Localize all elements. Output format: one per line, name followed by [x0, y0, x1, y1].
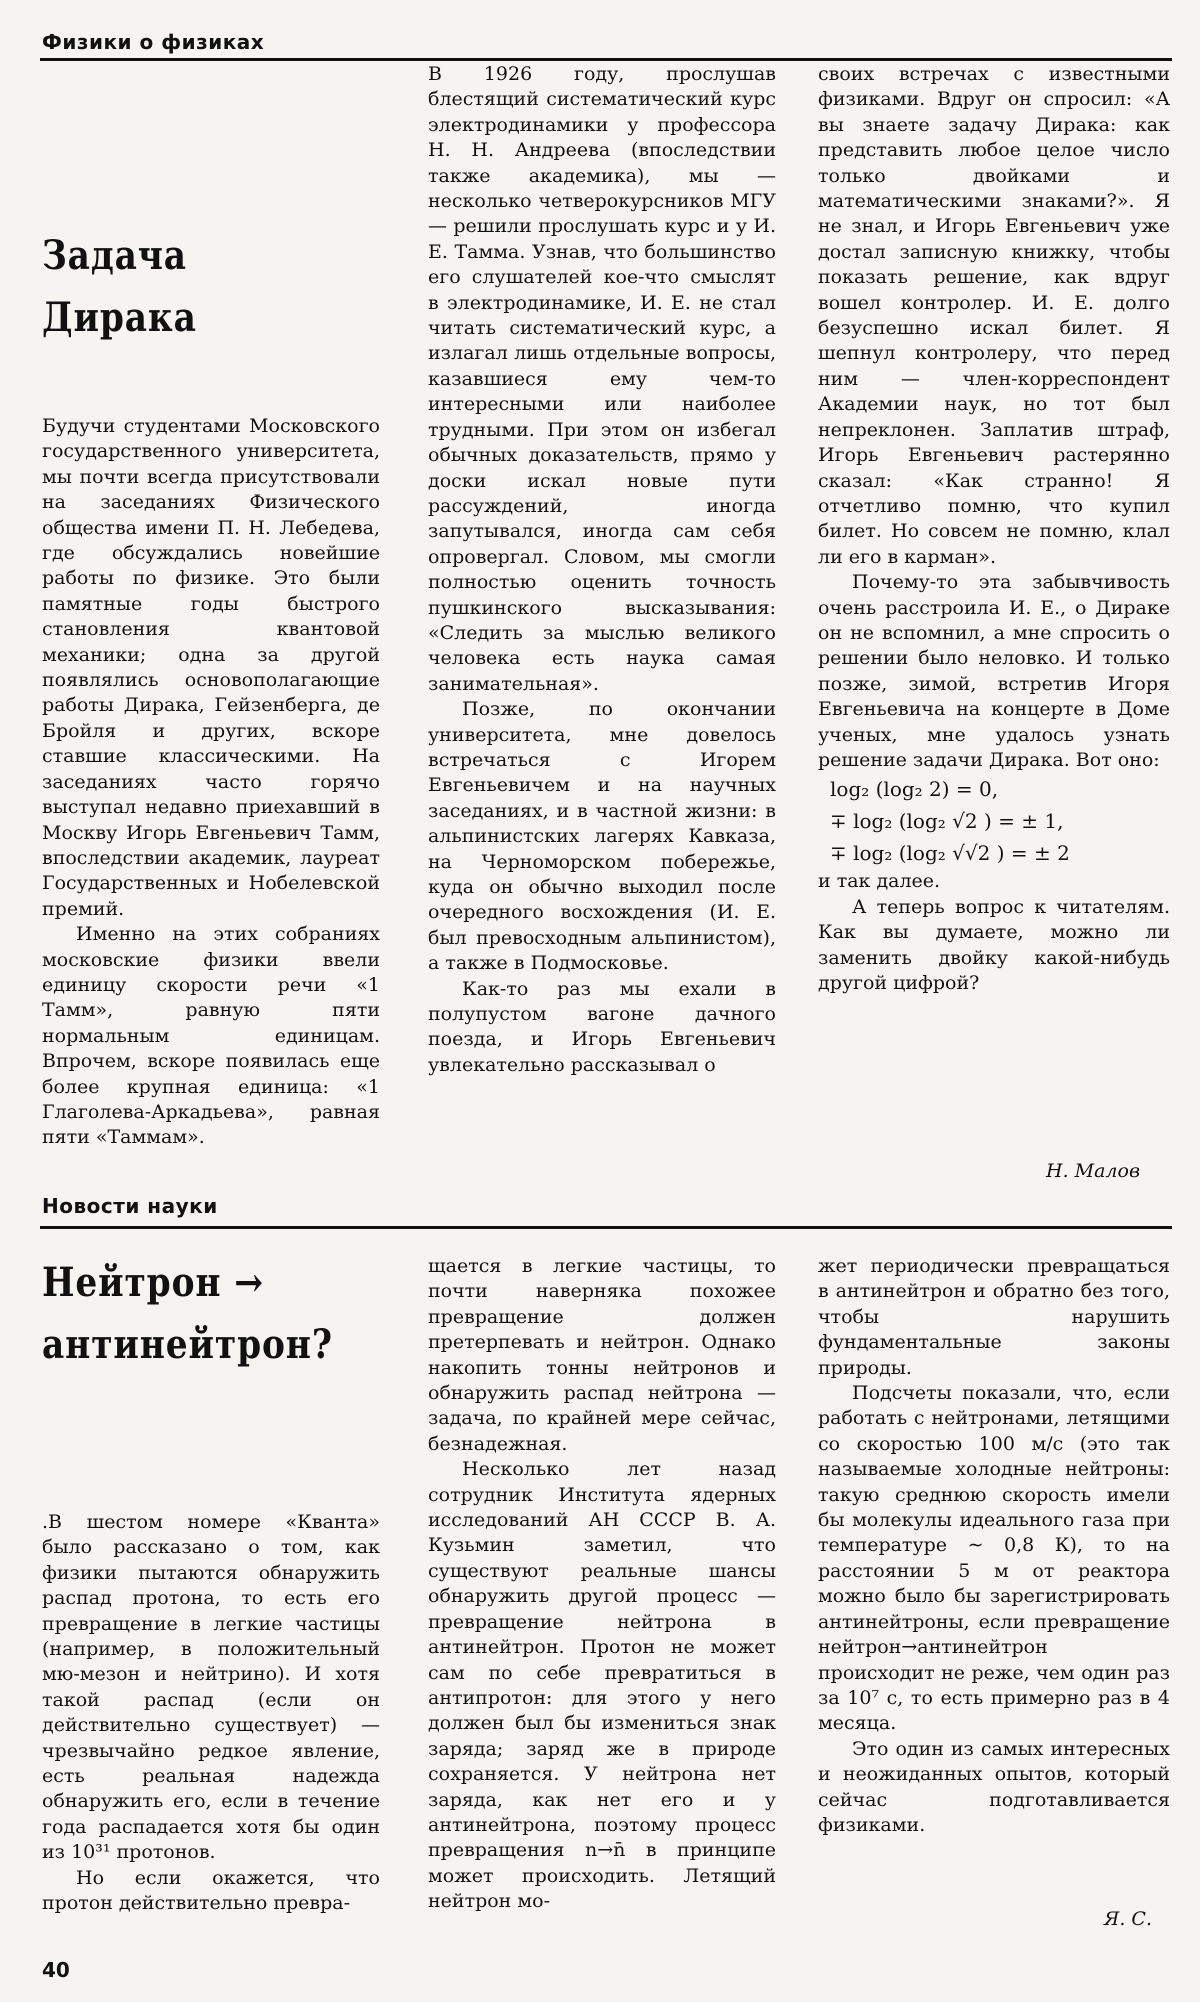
section-rubric-top: Физики о физиках: [42, 30, 265, 54]
article2-col2-paragraph-2: Несколько лет назад сотрудник Института ядерных исследований АН СССР В. А. Кузьмин заметил, что существуют реальные шансы обнаружить другой процесс — превращение нейтрона в антинейтрон. Протон не может сам по себе превратиться в антипротон: для этого у него должен был бы измениться знак заряда; заряд же в природе сохраняется. У нейтрона нет заряда, как нет его и у антинейтрона, поэтому процесс превращения n→n̄ в принципе может происходить. Летящий нейтрон мо-: [428, 1458, 776, 1913]
article1-column-2: [428, 62, 776, 1078]
article2-column-2: [428, 1254, 776, 1915]
formula-line-2: ∓ log₂ (log₂ √2 ) = ± 1,: [830, 809, 1064, 834]
article2-column-1: [42, 1510, 380, 1917]
article2-col1-paragraph-2: Но если окажется, что протон действительно превра-: [42, 1866, 380, 1915]
article1-column-1: [42, 414, 380, 1151]
article2-col3-paragraph-1: жет периодически превращаться в антинейтрон и обратно без того, чтобы нарушить фундаментальные законы природы.: [818, 1255, 1170, 1379]
article1-col3-after-formula: и так далее.: [818, 870, 941, 893]
article1-col2-paragraph-1: В 1926 году, прослушав блестящий систематический курс электродинамики у профессора Н. Н. Андреева (впоследствии также академика), мы — несколько четверокурсников МГУ — решили прослушать курс и у И. Е. Тамма. Узнав, что большинство его слушателей кое-что смыслят в электродинамике, И. Е. не стал читать систематический курс, а излагал лишь отдельные вопросы, казавшиеся ему чем-то интересными или наиболее трудными. При этом он избегал обычных доказательств, прямо у доски искал новые пути рассуждений, иногда запутывался, иногда сам себя опровергал. Словом, мы смогли полностью оценить точность пушкинского высказывания: «Следить за мыслью великого человека есть наука самая занимательная».: [428, 63, 776, 695]
article2-col1-paragraph-1: .В шестом номере «Кванта» было рассказано о том, как физики пытаются обнаружить распад протона, то есть его превращение в легкие частицы (например, в положительный мю-мезон и нейтрино). И хотя такой распад (если он действительно существует) — чрезвычайно редкое явление, есть реальная надежда обнаружить его, если в течение года распадается хотя бы один из 10³¹ протонов.: [42, 1511, 380, 1864]
rubric-rule-bottom: [40, 1226, 1172, 1229]
formula-line-3: ∓ log₂ (log₂ √√2 ) = ± 2: [830, 841, 1070, 866]
article1-col3-paragraph-3: А теперь вопрос к читателям. Как вы думаете, можно ли заменить двойку какой-нибудь другой цифрой?: [818, 895, 1170, 994]
article1-title: [42, 225, 214, 349]
article1-col2-paragraph-3: Как-то раз мы ехали в полупустом вагоне дачного поезда, и Игорь Евгеньевич увлекательно рассказывал о: [428, 977, 776, 1076]
article2-col3-paragraph-2: Подсчеты показали, что, если работать с нейтронами, летящими со скоростью 100 м/с (это так называемые холодные нейтроны: такую среднюю скорость имели бы молекулы идеального газа при температуре ∼ 0,8 К), то на расстоянии 5 м от реактора можно было бы зарегистрировать антинейтроны, если превращение нейтрон→антинейтрон происходит не реже, чем один раз за 10⁷ с, то есть примерно раз в 4 месяца.: [818, 1382, 1170, 1735]
article1-col3-paragraph-2: Почему-то эта забывчивость очень расстроила И. Е., о Дираке он не вспомнил, а мне спросить о решении было неловко. И только позже, зимой, встретив Игоря Евгеньевича на концерте в Доме ученых, мне удалось узнать решение задачи Дирака. Вот оно:: [818, 571, 1170, 771]
article1-col1-paragraph-2: Именно на этих собраниях московские физики ввели единицу скорости речи «1 Тамм», равную пяти нормальным единицам. Впрочем, вскоре появилась еще более крупная единица: «1 Глаголева-Аркадьева», равная пяти «Таммам».: [42, 923, 380, 1149]
article1-col2-paragraph-2: Позже, по окончании университета, мне довелось встречаться с Игорем Евгеньевичем и на научных заседаниях, и в частной жизни: в альпинистских лагерях Кавказа, на Черноморском побережье, куда он обычно выходил после очередного восхождения (И. Е. был превосходным альпинистом), а также в Подмосковье.: [428, 698, 776, 975]
article1-author: Н. Малов: [1046, 1160, 1141, 1182]
article2-column-3: [818, 1254, 1170, 1838]
article2-col2-paragraph-1: щается в легкие частицы, то почти наверняка похожее превращение должен претерпевать и нейтрон. Однако накопить тонны нейтронов и обнаружить распад нейтрона — задача, по крайней мере сейчас, безнадежная.: [428, 1255, 776, 1455]
article2-author: Я. С.: [1104, 1908, 1153, 1930]
page-number: 40: [42, 1958, 70, 1982]
article1-col3-paragraph-1: своих встречах с известными физиками. Вдруг он спросил: «А вы знаете задачу Дирака: как представить любое целое число только двойками и математическими знаками?». Я не знал, и Игорь Евгеньевич уже достал записную книжку, чтобы показать решение, как вдруг вошел контролер. И. Е. долго безуспешно искал билет. Я шепнул контролеру, что перед ним — член-корреспондент Академии наук, но тот был непреклонен. Заплатив штраф, Игорь Евгеньевич растерянно сказал: «Как странно! Я отчетливо помню, что купил билет. Но совсем не помню, клал ли его в карман».: [818, 63, 1170, 568]
article1-title-line2: Дирака: [42, 294, 197, 341]
article2-col3-paragraph-3: Это один из самых интересных и неожиданных опытов, который сейчас подготавливается физиками.: [818, 1737, 1170, 1836]
article2-title-line1: Нейтрон →: [42, 1259, 264, 1306]
section-rubric-bottom: Новости науки: [42, 1194, 218, 1218]
article1-col1-paragraph-1: Будучи студентами Московского государственного университета, мы почти всегда присутствовали на заседаниях Физического общества имени П. Н. Лебедева, где обсуждались новейшие работы по физике. Это были памятные годы быстрого становления квантовой механики; одна за другой появлялись основополагающие работы Дирака, Гейзенберга, де Бройля и других, вскоре ставшие классическими. На заседаниях часто горячо выступал недавно приехавший в Москву Игорь Евгеньевич Тамм, впоследствии академик, лауреат Государственных и Нобелевской премий.: [42, 415, 380, 920]
article1-title-line1: Задача: [42, 232, 187, 279]
rubric-rule-top: [40, 58, 1172, 61]
article2-title-line2: антинейтрон?: [42, 1321, 333, 1368]
article2-title: [42, 1252, 333, 1376]
formula-line-1: log₂ (log₂ 2) = 0,: [830, 777, 999, 802]
article1-column-3: [818, 62, 1170, 996]
